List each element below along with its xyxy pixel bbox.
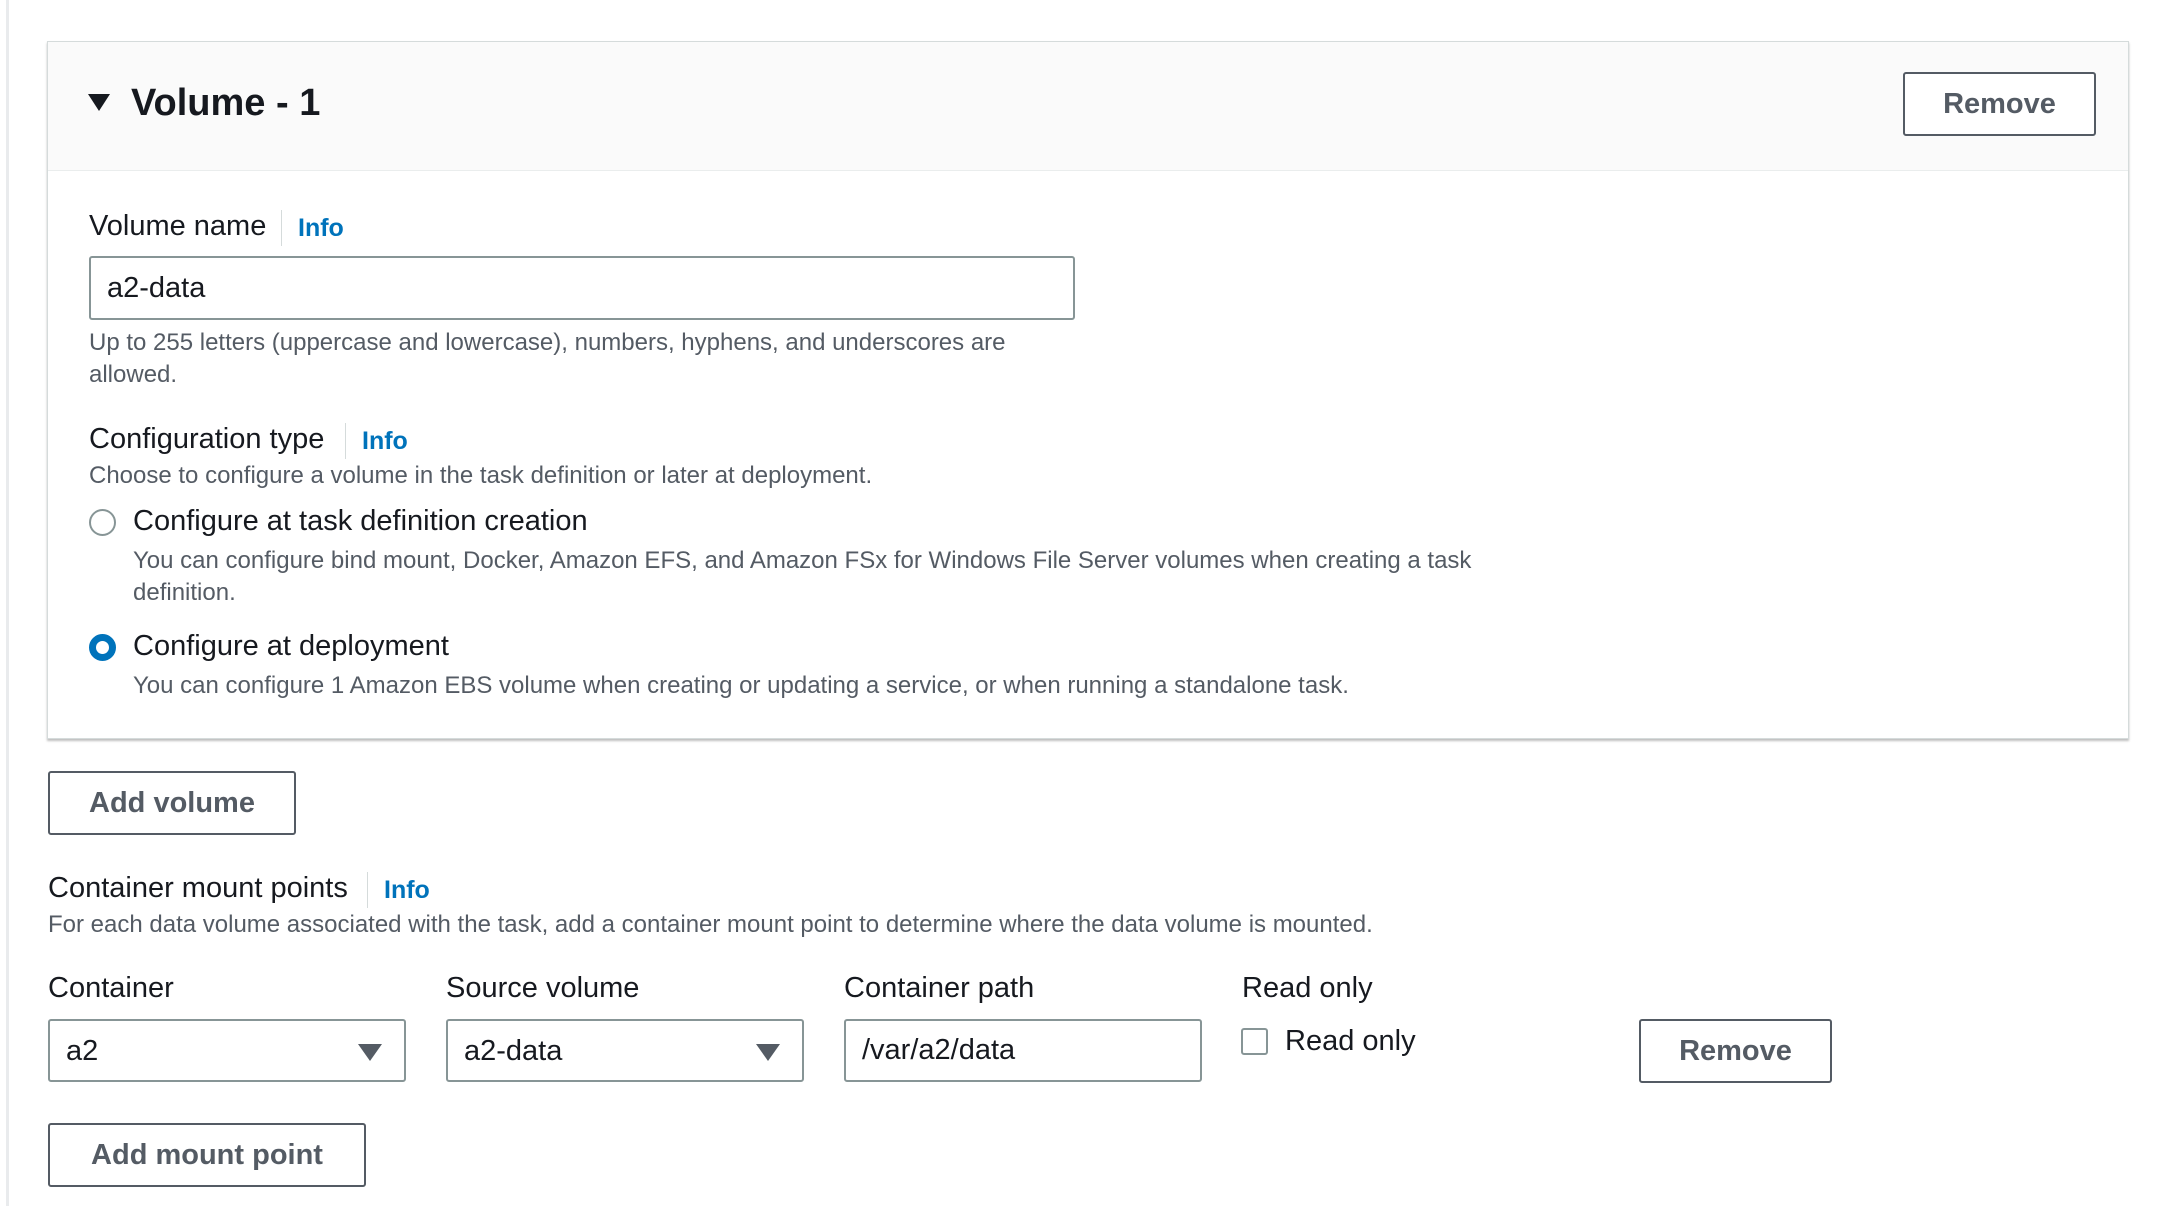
source-volume-select-value: a2-data <box>464 1035 563 1067</box>
chevron-down-icon <box>756 1044 780 1061</box>
remove-mount-point-button[interactable]: Remove <box>1639 1019 1832 1083</box>
radio-label-task-definition[interactable]: Configure at task definition creation <box>133 505 588 537</box>
read-only-checkbox-label[interactable]: Read only <box>1285 1025 1416 1057</box>
source-volume-select[interactable] <box>446 1019 804 1082</box>
configuration-type-description: Choose to configure a volume in the task definition or later at deployment. <box>89 462 873 489</box>
volume-name-input[interactable] <box>89 256 1075 320</box>
column-header-source-volume: Source volume <box>446 972 640 1004</box>
volume-card-title: Volume - 1 <box>131 82 321 124</box>
expand-caret-icon[interactable] <box>88 94 110 111</box>
radio-configure-at-deployment[interactable] <box>89 634 116 661</box>
container-mount-points-description: For each data volume associated with the task, add a container mount point to determine where the data volume is mounted. <box>48 911 1373 938</box>
chevron-down-icon <box>358 1044 382 1061</box>
column-header-container-path: Container path <box>844 972 1035 1004</box>
volume-card <box>47 41 2129 739</box>
radio-description-deployment: You can configure 1 Amazon EBS volume when creating or updating a service, or when running a standalone task. <box>133 672 1349 699</box>
container-mount-points-info-link[interactable]: Info <box>367 872 430 908</box>
column-header-read-only: Read only <box>1242 972 1373 1004</box>
remove-volume-button[interactable]: Remove <box>1903 72 2096 136</box>
page-left-rule <box>6 0 9 1206</box>
volume-name-label: Volume name <box>89 210 267 242</box>
read-only-checkbox[interactable] <box>1241 1028 1268 1055</box>
add-volume-button[interactable]: Add volume <box>48 771 296 835</box>
radio-label-deployment[interactable]: Configure at deployment <box>133 630 449 662</box>
radio-configure-at-task-definition[interactable] <box>89 509 116 536</box>
container-select-value: a2 <box>66 1035 99 1067</box>
configuration-type-info-link[interactable]: Info <box>345 423 408 459</box>
container-mount-points-label: Container mount points <box>48 872 348 904</box>
container-select[interactable] <box>48 1019 406 1082</box>
volume-card-header[interactable] <box>48 42 2128 171</box>
column-header-container: Container <box>48 972 174 1004</box>
radio-description-task-definition: You can configure bind mount, Docker, Amazon EFS, and Amazon FSx for Windows File Server volumes when creating a task definition. <box>133 547 1472 606</box>
container-path-input[interactable] <box>844 1019 1202 1082</box>
add-mount-point-button[interactable]: Add mount point <box>48 1123 366 1187</box>
volume-name-hint: Up to 255 letters (uppercase and lowercase), numbers, hyphens, and underscores are allowed. <box>89 329 1006 388</box>
volume-name-info-link[interactable]: Info <box>281 210 344 246</box>
configuration-type-label: Configuration type <box>89 423 325 455</box>
